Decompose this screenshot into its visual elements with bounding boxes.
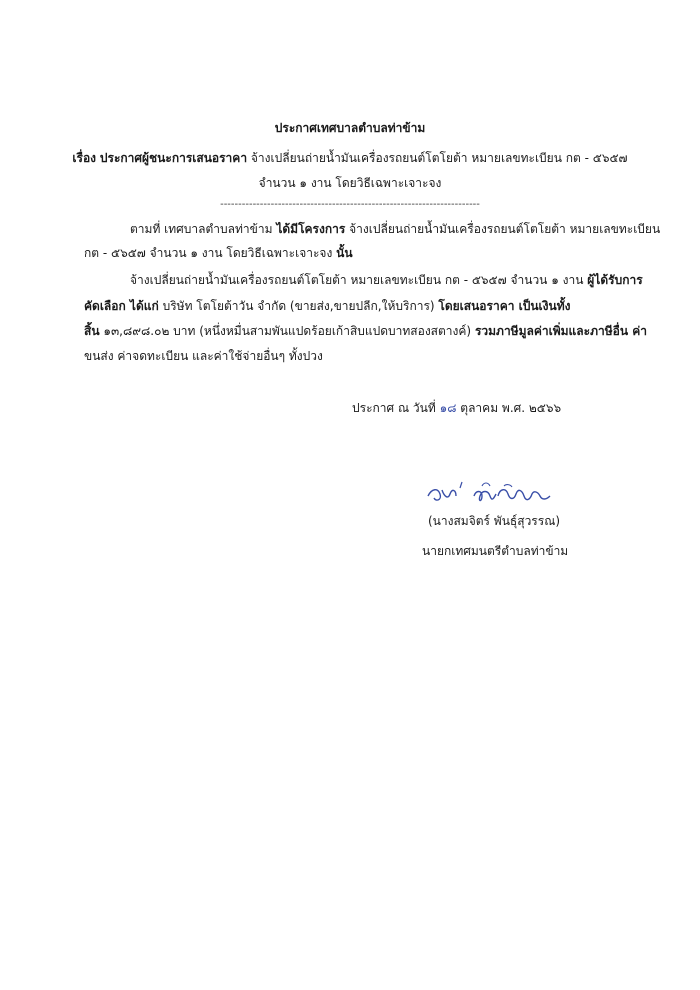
subject-detail: จ้างเปลี่ยนถ่ายน้ำมันเครื่องรถยนต์โตโยต้า หมายเลขทะเบียน กต - ๕๖๕๗ xyxy=(250,151,628,165)
subject-heading: ประกาศผู้ชนะการเสนอราคา xyxy=(99,151,248,165)
p2-selected-label: คัดเลือก ได้แก่ xyxy=(84,299,159,313)
announcement-date xyxy=(352,400,561,416)
p1-project-detail: กต - ๕๖๕๗ จำนวน ๑ งาน โดยวิธีเฉพาะเจาะจง xyxy=(84,246,333,260)
divider-line: ------------------------------------------------------------------------ xyxy=(220,199,480,210)
paragraph-2-line-3 xyxy=(84,323,647,339)
p2-tax-label: รวมภาษีมูลค่าเพิ่มและภาษีอื่น ค่า xyxy=(474,324,647,338)
announce-prefix: ประกาศ ณ วันที่ xyxy=(352,401,436,415)
announce-month-year: ตุลาคม พ.ศ. ๒๕๖๖ xyxy=(460,401,562,415)
signature-icon xyxy=(422,478,562,514)
signatory-name: (นางสมจิตร์ พันธุ์สุวรรณ) xyxy=(428,514,561,528)
signatory-position: นายกเทศมนตรีตำบลท่าข้าม xyxy=(422,544,569,558)
paragraph-2-line-4: ขนส่ง ค่าจดทะเบียน และค่าใช้จ่ายอื่นๆ ทั้งปวง xyxy=(84,349,323,363)
p1-project-name: จ้างเปลี่ยนถ่ายน้ำมันเครื่องรถยนต์โตโยต้า หมายเลขทะเบียน xyxy=(349,222,661,236)
paragraph-1-line-1 xyxy=(130,221,660,237)
subject-label: เรื่อง xyxy=(72,151,97,165)
p2-price-label: โดยเสนอราคา เป็นเงินทั้ง xyxy=(438,299,571,313)
p2-company: บริษัท โตโยต้าวัน จำกัด (ขายส่ง,ขายปลีก,ให้บริการ) xyxy=(162,299,435,313)
p1-intro: ตามที่ เทศบาลตำบลท่าข้าม xyxy=(130,222,273,236)
paragraph-2-line-1 xyxy=(130,272,643,288)
announce-day: ๑๘ xyxy=(439,401,457,415)
p1-closing: นั้น xyxy=(336,246,353,260)
p2-winner-label: ผู้ได้รับการ xyxy=(587,273,643,287)
paragraph-1-line-2 xyxy=(84,245,353,261)
p1-project-label: ได้มีโครงการ xyxy=(276,222,346,236)
document-title: ประกาศเทศบาลตำบลท่าข้าม xyxy=(274,121,426,135)
p2-project: จ้างเปลี่ยนถ่ายน้ำมันเครื่องรถยนต์โตโยต้า หมายเลขทะเบียน กต - ๕๖๕๗ จำนวน ๑ งาน xyxy=(130,273,584,287)
p2-amount: ๑๓,๘๙๘.๐๒ บาท (หนึ่งหมื่นสามพันแปดร้อยเก้าสิบแปดบาทสองสตางค์) xyxy=(103,324,472,338)
p2-total-label: สิ้น xyxy=(84,324,100,338)
subject-line-2: จำนวน ๑ งาน โดยวิธีเฉพาะเจาะจง xyxy=(258,176,442,190)
paragraph-2-line-2 xyxy=(84,298,571,314)
subject-line-1 xyxy=(0,150,700,166)
